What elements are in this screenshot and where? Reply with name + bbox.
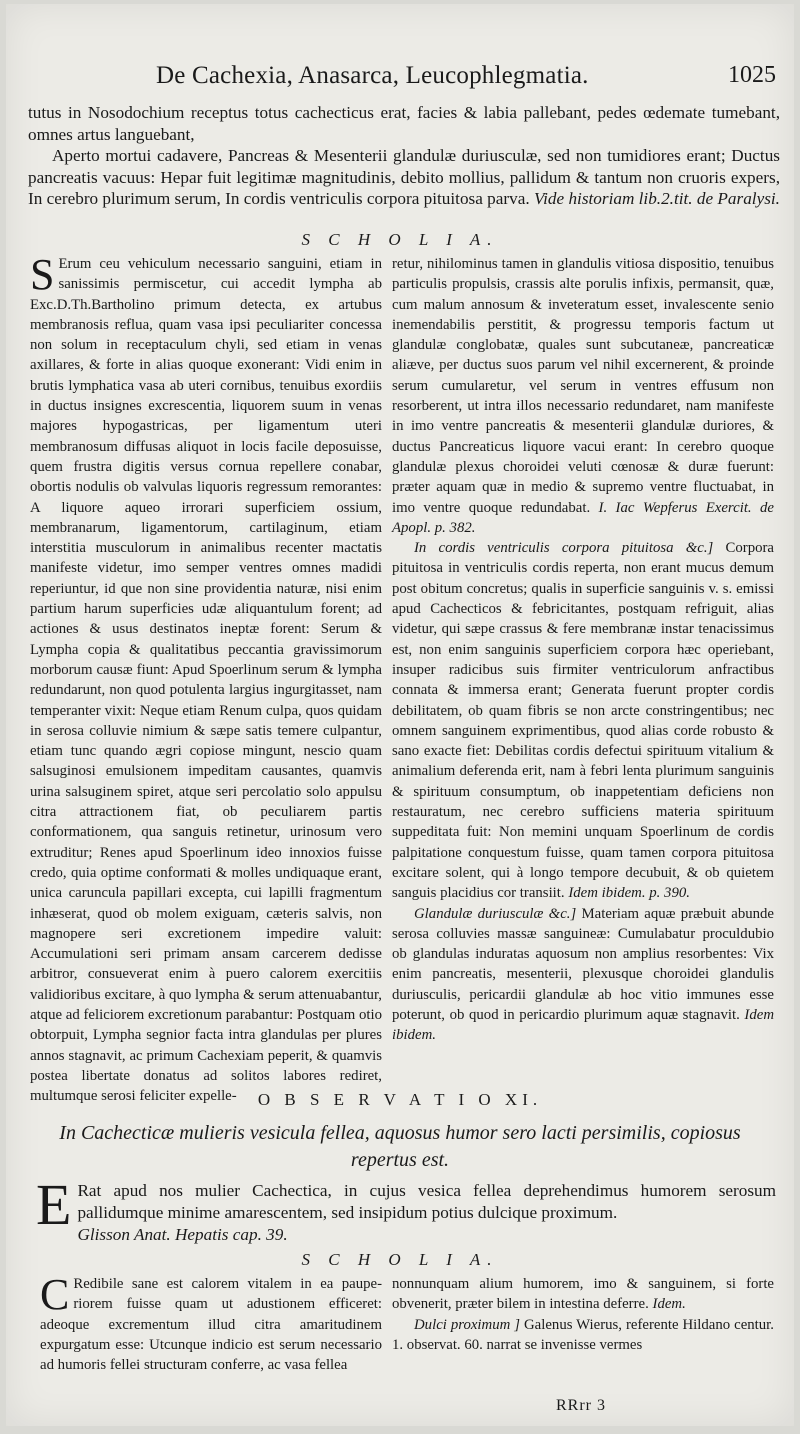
drop-cap: E — [36, 1172, 72, 1237]
intro-reference: Vide historiam lib.2.tit. de Paralysi. — [533, 189, 780, 209]
scholia2-right-column — [392, 1274, 774, 1355]
citation: I. Iac Wepferus Exercit. de Apopl. p. 382. — [392, 499, 774, 536]
scholia2-left-text: Redibile sane est calorem vitalem in ea paupe-riorem fuisse quam ut adustionem efficeret: adeoque excrementum illud citra amaritudinem expurgatum esse: Utcunque indicio est serum necessario ad humoris fellei structuram conferre, ac vasa fellea — [40, 1276, 382, 1374]
paragraph-text: Materiam aquæ præbuit abunde serosa colluvies massæ sanguineæ: Cumulabatur proculdubio ob glandulas induratas aquosum non amplius resorbentes: Vix enim pancreatis, mesenterii, plexusque choroidei glandulis duriusculis, pericardii glandulæ ab hoc vitio immunes esse poterunt, ob quod in pericardio plurimum aquæ stagnavit. — [392, 905, 775, 1023]
observation-body — [36, 1172, 776, 1246]
paragraph-text: Galenus Wierus, referente Hildano centur. 1. observat. 60. narrat se invenisse vermes — [392, 1316, 774, 1353]
page-number: 1025 — [728, 62, 776, 88]
scholia-heading-2: S C H O L I A. — [301, 1250, 499, 1269]
scholia-left-paragraph — [30, 250, 382, 1106]
drop-cap: S — [30, 250, 55, 299]
observation-subtitle: In Cachecticæ mulieris vesicula fellea, aquosus humor sero lacti persimilis, copiosus repertus est. — [59, 1122, 741, 1171]
lemma: Dulci proximum ] — [414, 1316, 521, 1333]
citation: Idem ibidem. — [392, 1006, 775, 1044]
running-header — [156, 62, 776, 96]
signature-mark: RRrr 3 — [556, 1397, 606, 1414]
paragraph-text: nonnunquam alium humorem, imo & sanguinem, si forte obvenerit, præter bilem in intestina deferre. — [392, 1276, 774, 1313]
scholia-left-column — [30, 250, 382, 1106]
intro-paragraph — [28, 145, 780, 210]
scholia-right-paragraph-2 — [392, 538, 774, 903]
paragraph-text: retur, nihilominus tamen in glandulis vitiosa dispositio, tenuibus particulis propulsis, crassis alte porulis infixis, permansit, quæ, cum malum annosum & inveteratum esset, invalescente senio inemendabilis perstitit, & progressu temporis factum ut glandulæ conglobatæ, quales sunt subcutaneæ, pancreaticæ aliæve, per ductus suos parum vel nihil excernerent, & proinde serum cumularetur, vel serum in ventres effusum non resorberent, ut intra illos necessario redundaret, nam manifeste in imo ventre pancreatis & mesenterii glandulæ duriores, & ductus Pancreaticus liquore vacui erant: In cerebro quoque glandulæ plexus choroidei veluti cœnosæ & duræ fuerunt: præter aquam quæ in medio & supremo ventre fluctuabat, in imo ventre quoque redundabat. — [392, 256, 774, 516]
observation-text: Rat apud nos mulier Cachectica, in cujus vesica fellea deprehendimus humorem serosum pallidumque minime amarescentem, sed insipidum potius dulcique proximum. — [77, 1181, 776, 1222]
lemma: Glandulæ duriusculæ &c.] — [414, 905, 577, 922]
drop-cap: C — [40, 1270, 70, 1319]
scholia-right-paragraph-3 — [392, 904, 774, 1046]
scholia2-left-column — [40, 1270, 382, 1375]
intro-line: tutus in Nosodochium receptus totus cachecticus erat, facies & labia pallebant, pedes œdemate tumebant, omnes artus languebant, — [28, 103, 780, 144]
running-title: De Cachexia, Anasarca, Leucophlegmatia. — [156, 62, 589, 89]
scholia2-right-paragraph-1 — [392, 1274, 774, 1315]
intro-paragraph-text: Aperto mortui cadavere, Pancreas & Mesenterii glandulæ duriusculæ, sed non tumidiores erant; Ductus pancreatis vacuus: Hepar fuit legitimæ magnitudinis, debito mollius, pallidum & tantum non cruoris expers, In cerebro plurimum serum, In cordis ventriculis corpora pituitosa parva. — [28, 146, 780, 209]
scholia-left-text: Erum ceu vehiculum necessario sanguini, etiam in sanissimis permiscetur, cui accedit lympha ab Exc.D.Th.Bartholino primum detecta, ex artubus membranosis reflua, quam vasa ipsi peculiariter concessa non solum in receptaculum chyli, sed etiam in venas axillares, & forte in alias quoque exonerant: Vidi enim in brutis lymphatica vasa ab uteri cornibus, tenuibus exordiis in ductus insignes excrescentia, liquorem suum in venas majores hypogastricas, per ligamentum uteri membranosum diffusas aliquot in locis facile deposuisse, quem frustra digitis versus cornua repellere conabar, obortis nodulis ob valvulas liquoris regressum remorantes: A liquore aqueo irrorari superficiem ossium, membranarum, ligamentorum, cartilaginum, etiam interstitia musculorum in animalibus recenter mactatis manifeste videtur, imo semper ventres omnes madidi reperiuntur, id que non sine providentia naturæ, nisi enim partium harum superficies udæ aliquantulum forent; ad actiones & usus destinatos ineptæ forent: Serum & Lympha copia & qualitatibus peccantia gravissimorum morborum causæ fiunt: Apud Spoerlinum serum & lympha redundarunt, non quod potulenta largius ingurgitasset, nam temperanter vixit: Neque etiam Renum culpa, quos quidam in serosa colluvie nimium & sæpe satis temere culpantur, etiam tunc quando ægri copiose mingunt, nescio quam salsuginosi emulsionem impeditam causantes, quamvis urina salsuginem spiret, atque seri percolatio solo appulsu citra attractionem fiat, ob peculiarem partis conformationem, qua sanguis retinetur, urinosum vero extruditur; Renes apud Spoerlinum ideo innoxios fuisse credo, quia optime conformati & molles undiquaque erant, unica caruncula papillari excepta, cui lapilli fragmentum inhæserat, quod ob molem exiguam, cæteris salvis, non magnopere seri excretionem impedire valuit: Accumulationi seri primam ansam carcerem dedisse arbitror, consueverat enim à puero calorem exercitiis validioribus excitare, à quo lympha & serum attenuabantur, atque ad feliciorem excretionum parabantur: Postquam otio obtorpuit, Lympha segnior facta intra glandulas per plures annos stagnavit, ac primum Cachexiam peperit, & quamvis postea libertate donatus ad solitos labores rediret, multumque serosi feliciter expelle- — [30, 256, 382, 1105]
scholia-heading: S C H O L I A. — [301, 230, 499, 249]
citation: Idem. — [652, 1296, 686, 1313]
scholia2-right-paragraph-2 — [392, 1315, 774, 1356]
scholia-right-column — [392, 254, 774, 1046]
observation-title: O B S E R V A T I O XI. — [257, 1090, 543, 1109]
citation: Idem ibidem. p. 390. — [568, 885, 690, 902]
scholia2-left-paragraph — [40, 1270, 382, 1375]
intro-text — [28, 102, 780, 210]
lemma: In cordis ventriculis corpora pituitosa &c.] — [414, 540, 714, 557]
observation-paragraph — [36, 1172, 776, 1246]
paragraph-text: Corpora pituitosa in ventriculis cordis reperta, non erant mucus demum post obitum concretus; qualis in superficie sanguinis v. s. emissi apud Cachecticos & febricitantes, postquam refriguit, alias videtur, qui sæpe crassus & fere membranæ instar tenacissimus est, non enim sanguinis superficiem corpora hæc operiebant, insuper radicibus suis firmiter ventriculorum anfractibus connata & immersa erant; Generata fuerunt propter cordis debilitatem, ob quam fibris se non arcte constringentibus; nec omnem sanguinem exprimentibus, quod alias corde robusto & sano exacte fiet: Debilitas cordis defectui spirituum vitalium & animalium deferenda erit, nam à febri lenta plurimum sanguinis & spirituum consumptum, ob inappetentiam deficiens non restauratum, nec cerebro sufficiens materia spirituum suppeditata fuit: Non memini unquam Spoerlinum de cordis palpitatione conquestum fuisse, quam tamen corpora pituitosa excitare solent, qui à longo tempore decubuit, & ob quietem sanguis placidius cor transiit. — [392, 540, 774, 902]
citation: Glisson Anat. Hepatis cap. 39. — [77, 1225, 288, 1244]
book-page — [6, 4, 794, 1426]
scholia-right-paragraph-1 — [392, 254, 774, 538]
